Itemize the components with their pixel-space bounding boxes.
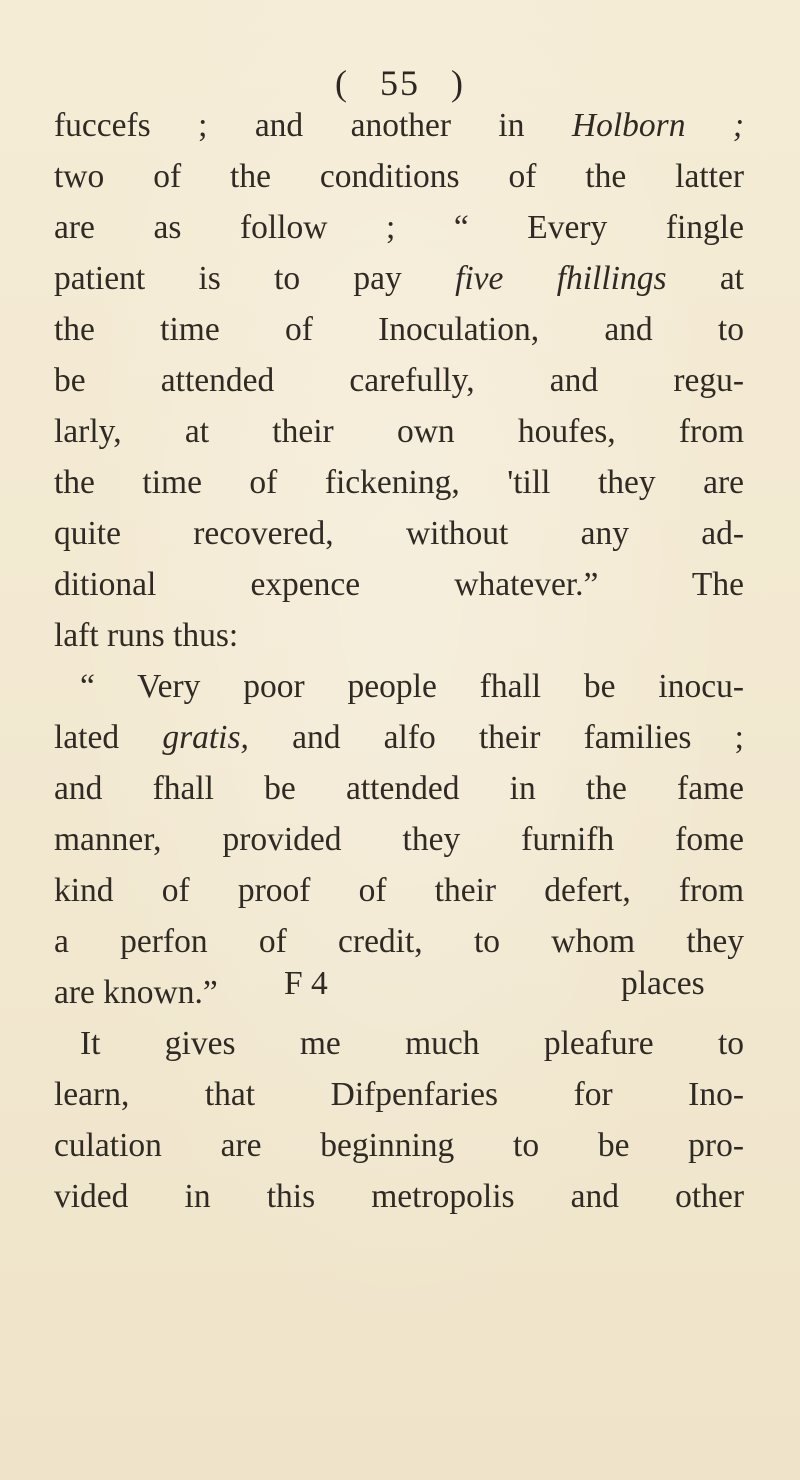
text-line: [54, 100, 744, 151]
text-segment: two of the conditions of the latter: [54, 158, 744, 195]
text-segment: laft runs thus:: [54, 617, 239, 654]
text-line: [54, 253, 744, 304]
text-segment: at: [666, 260, 744, 297]
text-segment: “ Very poor people fhall be inocu-: [80, 668, 744, 705]
text-line: [54, 406, 744, 457]
page-number: ( 55 ): [335, 63, 465, 103]
text-segment: patient is to pay: [54, 260, 456, 297]
text-line: [54, 865, 744, 916]
signature-mark: F 4: [284, 965, 328, 1002]
text-line: [54, 304, 744, 355]
text-segment: a perfon of credit, to whom they: [54, 923, 744, 960]
text-line: [54, 457, 744, 508]
text-segment: fuccefs ; and another in: [54, 107, 572, 144]
text-segment: kind of proof of their defert, from: [54, 872, 744, 909]
text-segment: larly, at their own houfes, from: [54, 413, 744, 450]
text-segment: the time of fickening, 'till they are: [54, 464, 744, 501]
text-segment: vided in this metropolis and other: [54, 1178, 744, 1215]
text-line: [54, 355, 744, 406]
text-segment: the time of Inoculation, and to: [54, 311, 744, 348]
text-line: [54, 1171, 744, 1222]
text-line: [54, 763, 744, 814]
text-line: [54, 1120, 744, 1171]
text-segment: It gives me much pleafure to: [80, 1025, 744, 1062]
text-segment: manner, provided they furnifh fome: [54, 821, 744, 858]
text-line: [54, 151, 744, 202]
body-text: [54, 100, 744, 1222]
text-segment: and alfo their families ;: [248, 719, 744, 756]
text-line: [54, 559, 744, 610]
italic-text: Holborn ;: [571, 107, 744, 144]
page-footer: [0, 958, 800, 1009]
text-segment: ditional expence whatever.” The: [54, 566, 744, 603]
text-line: [54, 1018, 744, 1069]
text-line: [54, 1069, 744, 1120]
text-segment: are as follow ; “ Every fingle: [54, 209, 744, 246]
text-segment: be attended carefully, and regu-: [54, 362, 744, 399]
text-segment: quite recovered, without any ad-: [54, 515, 744, 552]
italic-text: five fhillings: [455, 260, 667, 297]
text-segment: culation are beginning to be pro-: [54, 1127, 744, 1164]
text-line: [54, 508, 744, 559]
text-line: [54, 661, 744, 712]
italic-text: gratis,: [162, 719, 249, 756]
text-line: [54, 712, 744, 763]
text-segment: learn, that Difpenfaries for Ino-: [54, 1076, 744, 1113]
text-segment: lated: [54, 719, 163, 756]
text-line: [54, 202, 744, 253]
text-segment: and fhall be attended in the fame: [54, 770, 744, 807]
text-line: [54, 814, 744, 865]
text-segment: are known.”: [54, 974, 218, 1011]
catchword: places: [621, 965, 705, 1002]
text-line: [54, 610, 744, 661]
